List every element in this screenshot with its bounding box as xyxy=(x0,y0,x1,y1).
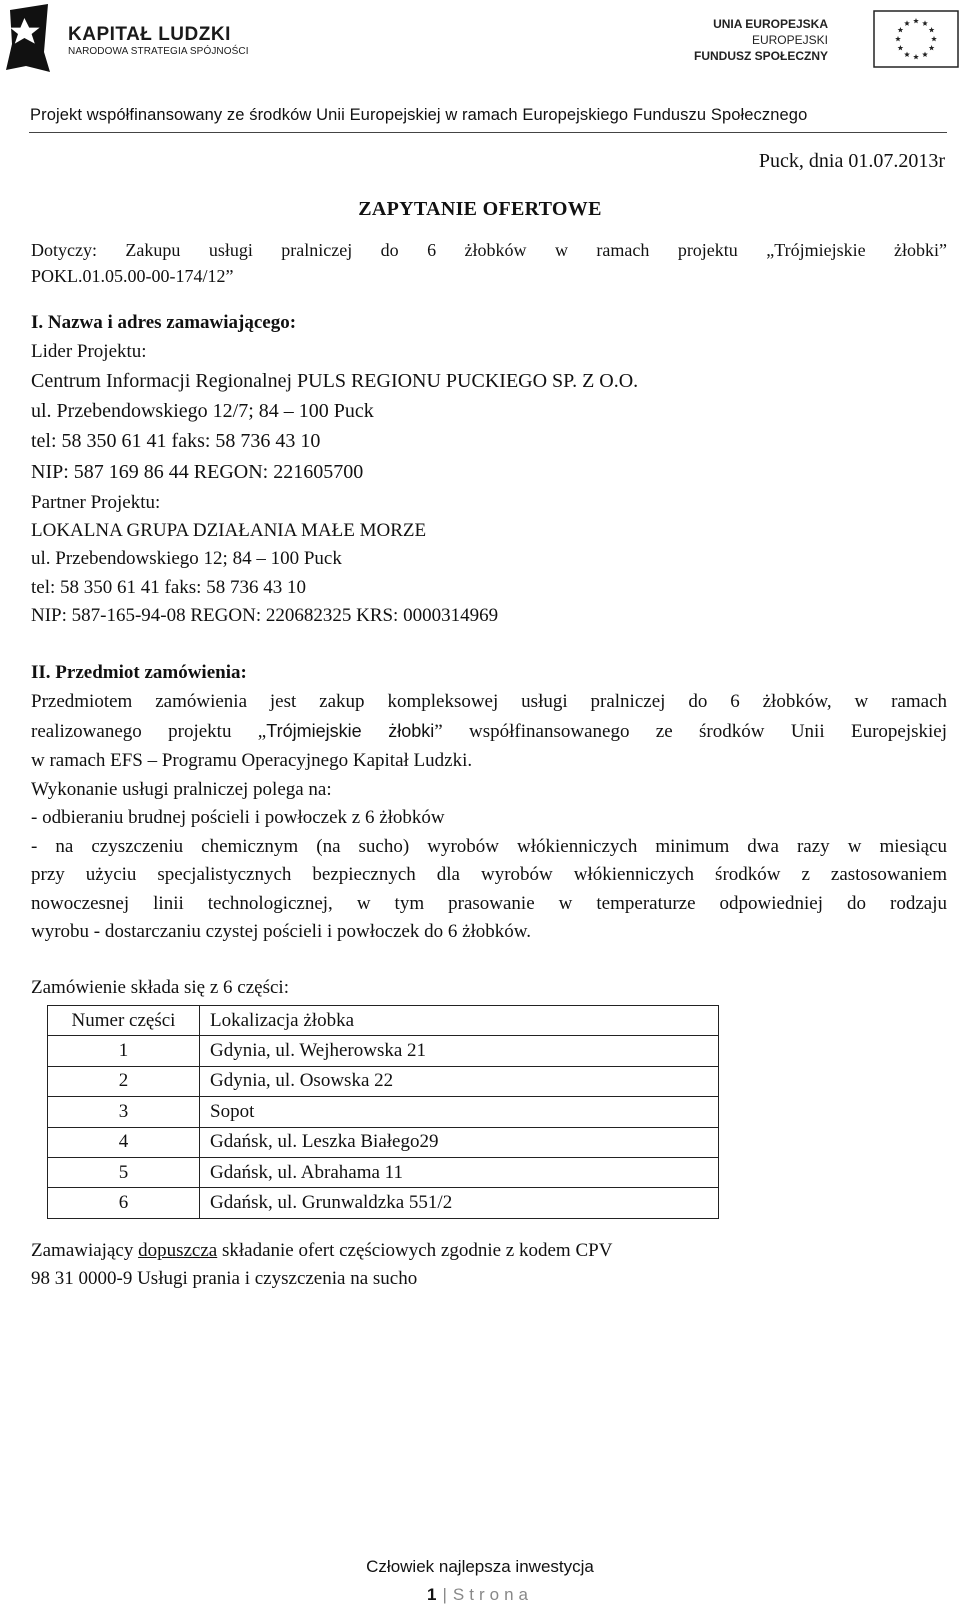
section-2-paragraph-line: w ramach EFS – Programu Operacyjnego Kapitał Ludzki. xyxy=(31,750,473,771)
parts-intro: Zamówienie składa się z 6 części: xyxy=(31,977,289,998)
admits-word: dopuszcza xyxy=(138,1240,218,1261)
document-title: ZAPYTANIE OFERTOWE xyxy=(358,198,602,220)
closing-line-1: Zamawiający dopuszcza składanie ofert częściowych zgodnie z kodem CPV xyxy=(31,1240,613,1261)
part-number: 5 xyxy=(48,1157,200,1187)
section-2-paragraph-line: nowoczesnej linii technologicznej, w tym prasowanie w temperaturze odpowiedniej do rodzaju xyxy=(31,893,947,914)
section-1-line: Partner Projektu: xyxy=(31,492,161,513)
place-date: Puck, dnia 01.07.2013r xyxy=(758,150,945,172)
section-1-line: ul. Przebendowskiego 12/7; 84 – 100 Puck xyxy=(31,400,374,422)
table-row xyxy=(48,1188,719,1218)
part-location: Gdańsk, ul. Grunwaldzka 551/2 xyxy=(200,1188,719,1218)
page-indicator xyxy=(0,1585,960,1605)
section-1-line: tel: 58 350 61 41 faks: 58 736 43 10 xyxy=(31,430,321,452)
section-2-paragraph-line: - na czyszczeniu chemicznym (na sucho) wyrobów włókienniczych minimum dwa razy w miesiącu xyxy=(31,836,947,857)
page-separator: | xyxy=(442,1585,447,1604)
eu-line-1: UNIA EUROPEJSKA xyxy=(713,17,828,31)
section-2-heading: II. Przedmiot zamówienia: xyxy=(31,662,247,683)
section-1-line: LOKALNA GRUPA DZIAŁANIA MAŁE MORZE xyxy=(31,520,427,541)
eu-line-3: FUNDUSZ SPOŁECZNY xyxy=(693,49,828,63)
table-row xyxy=(48,1127,719,1157)
part-location: Gdańsk, ul. Leszka Białego29 xyxy=(200,1127,719,1157)
section-2-paragraph-line: wyrobu - dostarczaniu czystej pościeli i powłoczek do 6 żłobków. xyxy=(31,921,532,942)
part-location: Gdynia, ul. Osowska 22 xyxy=(200,1066,719,1096)
section-1-heading: I. Nazwa i adres zamawiającego: xyxy=(31,312,297,333)
kapital-ludzki-title: KAPITAŁ LUDZKI xyxy=(68,24,231,45)
section-2-paragraph-line: przy użyciu specjalistycznych bezpiecznych dla wyrobów włókienniczych środków z zastosowaniem xyxy=(31,864,947,885)
column-header-location: Lokalizacja żłobka xyxy=(200,1006,719,1036)
part-location: Gdynia, ul. Wejherowska 21 xyxy=(200,1036,719,1066)
header-divider xyxy=(29,132,947,133)
section-1-line: NIP: 587-165-94-08 REGON: 220682325 KRS: 0000314969 xyxy=(31,605,499,626)
table-row xyxy=(48,1036,719,1066)
section-1-line: Lider Projektu: xyxy=(31,341,147,362)
closing-line-2: 98 31 0000-9 Usługi prania i czyszczenia na sucho xyxy=(31,1268,418,1289)
page-number: 1 xyxy=(427,1585,437,1604)
part-number: 4 xyxy=(48,1127,200,1157)
section-2-paragraph-line: - odbieraniu brudnej pościeli i powłoczek z 6 żłobków xyxy=(31,807,445,828)
part-location: Sopot xyxy=(200,1097,719,1127)
kapital-ludzki-subtitle: NARODOWA STRATEGIA SPÓJNOŚCI xyxy=(68,46,249,57)
parts-table xyxy=(47,1005,719,1219)
subject-line-2: POKL.01.05.00-00-174/12” xyxy=(31,266,234,286)
section-1-line: ul. Przebendowskiego 12; 84 – 100 Puck xyxy=(31,548,342,569)
kapital-ludzki-emblem-icon xyxy=(4,4,64,74)
section-1-line: Centrum Informacji Regionalnej PULS REGIONU PUCKIEGO SP. Z O.O. xyxy=(31,370,639,392)
subject-line-1: Dotyczy: Zakupu usługi pralniczej do 6 żłobków w ramach projektu „Trójmiejskie żłobki” xyxy=(31,240,947,260)
project-name: Trójmiejskie żłobki xyxy=(266,721,435,741)
eu-flag-icon xyxy=(873,10,959,68)
part-number: 2 xyxy=(48,1066,200,1096)
section-1-line: NIP: 587 169 86 44 REGON: 221605700 xyxy=(31,461,364,483)
column-header-number: Numer części xyxy=(48,1006,200,1036)
table-header-row xyxy=(48,1006,719,1036)
page-word: Strona xyxy=(452,1585,533,1604)
footer-motto: Człowiek najlepsza inwestycja xyxy=(366,1557,594,1576)
section-2-paragraph-line: Przedmiotem zamówienia jest zakup kompleksowej usługi pralniczej do 6 żłobków, w ramach xyxy=(31,691,947,712)
part-number: 6 xyxy=(48,1188,200,1218)
project-cofinancing-line: Projekt współfinansowany ze środków Unii Europejskiej w ramach Europejskiego Funduszu Społecznego xyxy=(30,106,808,124)
part-number: 3 xyxy=(48,1097,200,1127)
eu-line-2: EUROPEJSKI xyxy=(751,33,828,47)
section-2-paragraph-line: Wykonanie usługi pralniczej polega na: xyxy=(31,779,332,800)
section-2-paragraph-line: realizowanego projektu „Trójmiejskie żłobki” współfinansowanego ze środków Unii Europejskiej xyxy=(31,721,947,742)
table-row xyxy=(48,1066,719,1096)
part-location: Gdańsk, ul. Abrahama 11 xyxy=(200,1157,719,1187)
part-number: 1 xyxy=(48,1036,200,1066)
eu-fund-label xyxy=(694,16,828,64)
kapital-ludzki-logo xyxy=(4,4,254,74)
section-1-line: tel: 58 350 61 41 faks: 58 736 43 10 xyxy=(31,577,306,598)
table-row xyxy=(48,1157,719,1187)
table-row xyxy=(48,1097,719,1127)
